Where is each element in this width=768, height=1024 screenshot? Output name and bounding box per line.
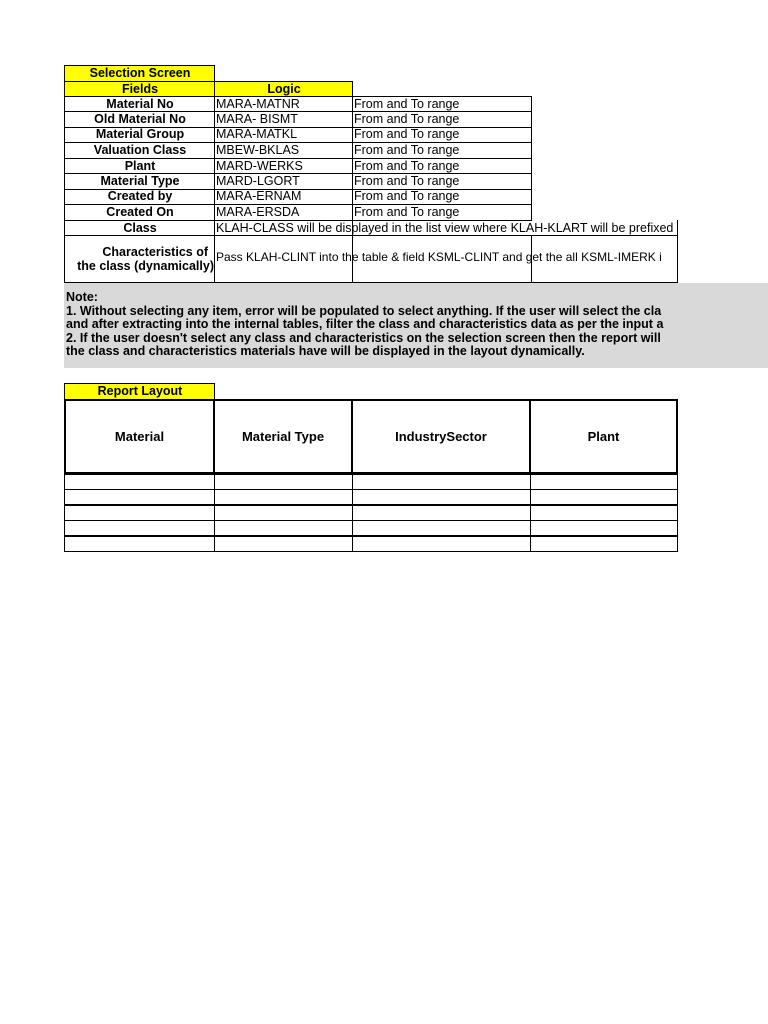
report-layout-title: Report Layout	[64, 383, 215, 400]
note-block	[64, 283, 768, 368]
range-material-no: From and To range	[354, 97, 460, 111]
field-material-group: Material Group	[95, 127, 185, 141]
report-cell	[214, 520, 353, 536]
report-cell	[530, 536, 678, 552]
selection-screen-title: Selection Screen	[64, 65, 215, 82]
grid-line	[677, 220, 678, 283]
note-line-3: 2. If the user doesn't select any class and characteristics on the selection screen then the report will	[66, 331, 661, 345]
logic-valuation-class: MBEW-BKLAS	[216, 143, 300, 157]
report-cell	[64, 474, 215, 490]
note-line-2: and after extracting into the internal tables, filter the class and characteristics data as per the input a	[66, 318, 664, 332]
report-cell	[352, 536, 531, 552]
grid-line	[531, 96, 532, 220]
logic-created-by: MARA-ERNAM	[216, 189, 302, 203]
field-characteristics-line2: the class (dynamically)	[77, 259, 214, 273]
report-cell	[64, 536, 215, 552]
report-cell	[352, 489, 531, 505]
field-class: Class	[123, 221, 157, 235]
report-cell	[530, 520, 678, 536]
field-valuation-class: Valuation Class	[93, 143, 187, 157]
header-material-type: Material Type	[213, 399, 353, 474]
report-cell	[64, 505, 215, 521]
logic-header: Logic	[214, 81, 353, 97]
range-valuation-class: From and To range	[354, 143, 460, 157]
logic-created-on: MARA-ERSDA	[216, 205, 300, 219]
logic-class: KLAH-CLASS will be displayed in the list view where KLAH-KLART will be prefixed	[216, 221, 674, 235]
report-cell	[530, 489, 678, 505]
header-industry-sector: IndustrySector	[351, 399, 531, 474]
logic-material-no: MARA-MATNR	[216, 97, 300, 111]
logic-material-group: MARA-MATKL	[216, 127, 298, 141]
report-cell	[214, 489, 353, 505]
range-created-on: From and To range	[354, 205, 460, 219]
note-line-4: the class and characteristics materials have will be displayed in the layout dynamically.	[66, 345, 585, 359]
field-material-no: Material No	[106, 97, 174, 111]
field-created-on: Created On	[106, 205, 174, 219]
report-cell	[64, 489, 215, 505]
report-cell	[530, 505, 678, 521]
range-material-group: From and To range	[354, 127, 460, 141]
note-line-1: 1. Without selecting any item, error will be populated to select anything. If the user will select the cla	[66, 304, 662, 318]
note-label: Note:	[66, 291, 98, 304]
field-plant: Plant	[124, 159, 156, 173]
range-created-by: From and To range	[354, 189, 460, 203]
field-characteristics-line1: Characteristics of	[102, 245, 208, 259]
header-material: Material	[64, 399, 215, 474]
report-cell	[214, 536, 353, 552]
report-cell	[530, 474, 678, 490]
logic-old-material-no: MARA- BISMT	[216, 112, 298, 126]
report-cell	[352, 505, 531, 521]
field-old-material-no: Old Material No	[94, 112, 186, 126]
report-cell	[352, 520, 531, 536]
report-cell	[214, 474, 353, 490]
logic-plant: MARD-WERKS	[216, 159, 303, 173]
range-material-type: From and To range	[354, 174, 460, 188]
field-created-by: Created by	[107, 189, 173, 203]
report-cell	[352, 474, 531, 490]
header-plant: Plant	[529, 399, 678, 474]
range-old-material-no: From and To range	[354, 112, 460, 126]
field-material-type: Material Type	[100, 174, 180, 188]
report-table	[64, 399, 678, 552]
report-cell	[64, 520, 215, 536]
range-plant: From and To range	[354, 159, 460, 173]
grid-line	[64, 235, 678, 236]
logic-characteristics: Pass KLAH-CLINT into the table & field KSML-CLINT and get the all KSML-IMERK i	[216, 250, 662, 264]
logic-material-type: MARD-LGORT	[216, 174, 300, 188]
fields-header: Fields	[64, 81, 215, 97]
report-cell	[214, 505, 353, 521]
